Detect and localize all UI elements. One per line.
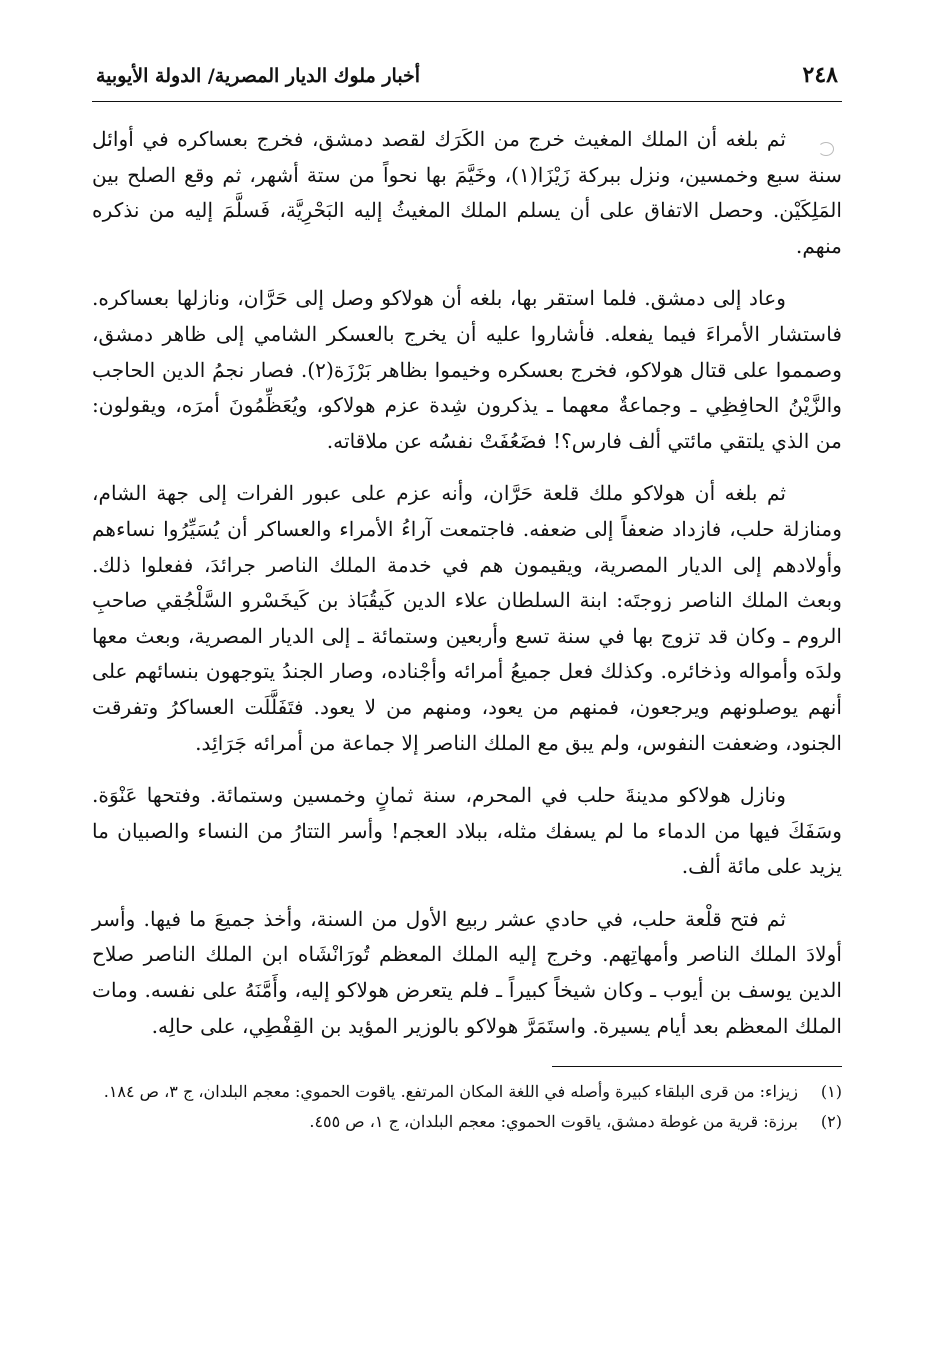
- paragraph-2: وعاد إلى دمشق. فلما استقر بها، بلغه أن هولاكو وصل إلى حَرَّان، ونازلها بعساكره. فاستشار الأمراءَ فيما يفعله. فأشاروا عليه أن يخرج بالعسكر الشامي إلى ظاهر دمشق، وصمموا على قتال هولاكو، فخرج بعسكره وخيموا بظاهر بَرْزَة(٢). فصار نجمُ الدين الحاجب والزَّيْنُ الحافِظِي ـ وجماعةٌ معهما ـ يذكرون شِدة عزم هولاكو، ويُعَظِّمُونَ أمرَه، ويقولون: من الذي يلتقي مائتي ألف فارس؟! فضَعُفَتْ نفسُه عن ملاقاته.: [92, 286, 842, 453]
- page-number: ٢٤٨: [802, 62, 838, 88]
- footnote-2: [92, 1107, 842, 1137]
- footnote-text: زيزاء: من قرى البلقاء كبيرة وأصله في اللغة المكان المرتفع. ياقوت الحموي: معجم البلدان، ج ٣، ص ١٨٤.: [103, 1082, 798, 1102]
- paragraph-3: ثم بلغه أن هولاكو ملك قلعة حَرَّان، وأنه عزم على عبور الفرات إلى جهة الشام، ومنازلة حلب، فازداد ضعفاً إلى ضعفه. فاجتمعت آراءُ الأمراء والعساكر أن يُسَيِّرُوا نساءهم وأولادهم إلى الديار المصرية، ويقيمون هم في خدمة الملك الناصر جرائدَ، ففعلوا ذلك. وبعث الملك الناصر زوجتَه: ابنة السلطان علاء الدين كَيقُبَاذ بن كَيخَسْرو السَّلْجُقي صاحبِ الروم ـ وكان قد تزوج بها في سنة تسع وأربعين وستمائة ـ إلى الديار المصرية، وبعث معها ولدَه وأمواله وذخائره. وكذلك فعل جميعُ أمرائه وأجْناده، وصار الجندُ يتوجهون بنسائهم على أنهم يوصلونهم ويرجعون، فمنهم من يعود، ومنهم من لا يعود. فتَفَلَّلَت العساكرُ وتفرقت الجنود، وضعفت النفوس، ولم يبق مع الملك الناصر إلا جماعة من أمرائه جَرَائِد.: [92, 481, 842, 755]
- footnote-text: برزة: قرية من غوطة دمشق، ياقوت الحموي: معجم البلدان، ج ١، ص ٤٥٥.: [309, 1112, 798, 1132]
- paragraph-5: ثم فتح قلْعة حلب، في حادي عشر ربيع الأول من السنة، وأخذ جميعَ ما فيها. وأسر أولادَ الملك الناصر وأمهاتِهم. وخرج إليه الملك المعظم تُورَانْشَاه ابن الملك الناصر صلاح الدين يوسف بن أيوب ـ وكان شيخاً كبيراً ـ فلم يتعرض هولاكو إليه، وأَمَّنَهُ على نفسه. ومات الملك المعظم بعد أيام يسيرة. واستَمَرَّ هولاكو بالوزير المؤيد بن القِفْطِي، على حالِه.: [92, 906, 842, 1038]
- paragraph-1: ثم بلغه أن الملك المغيث خرج من الكَرَك لقصد دمشق، فخرج بعساكره في أوائل سنة سبع وخمسين، ونزل ببركة زَيْزَا(١)، وخَيَّمَ بها نحواً من ستة أشهر، ثم وقع الصلح بين المَلِكَيْن. وحصل الاتفاق على أن يسلم الملك المغيثُ إليه البَحْرِيَّة، فَسلَّمَ إليه من نذكره منهم.: [92, 127, 842, 258]
- running-title: أخبار ملوك الديار المصرية/ الدولة الأيوبية: [96, 65, 421, 87]
- footnote-number: (٢): [820, 1112, 842, 1132]
- footnote-divider: [552, 1066, 842, 1067]
- book-page: [92, 62, 842, 1342]
- running-header: [92, 62, 842, 102]
- paragraph-4: ونازل هولاكو مدينةَ حلب في المحرم، سنة ثمانٍ وخمسين وستمائة. وفتحها عَنْوَة. وسَفَكَ فيها من الدماء ما لم يسفك مثله، ببلاد العجم! وأسر التتارُ من النساء والصبيان ما يزيد على مائة ألف.: [92, 783, 842, 879]
- margin-mark-icon: [818, 142, 834, 156]
- footnote-number: (١): [820, 1082, 842, 1102]
- footnote-1: [92, 1077, 842, 1107]
- main-text: [92, 122, 842, 1044]
- footnotes: [92, 1077, 842, 1137]
